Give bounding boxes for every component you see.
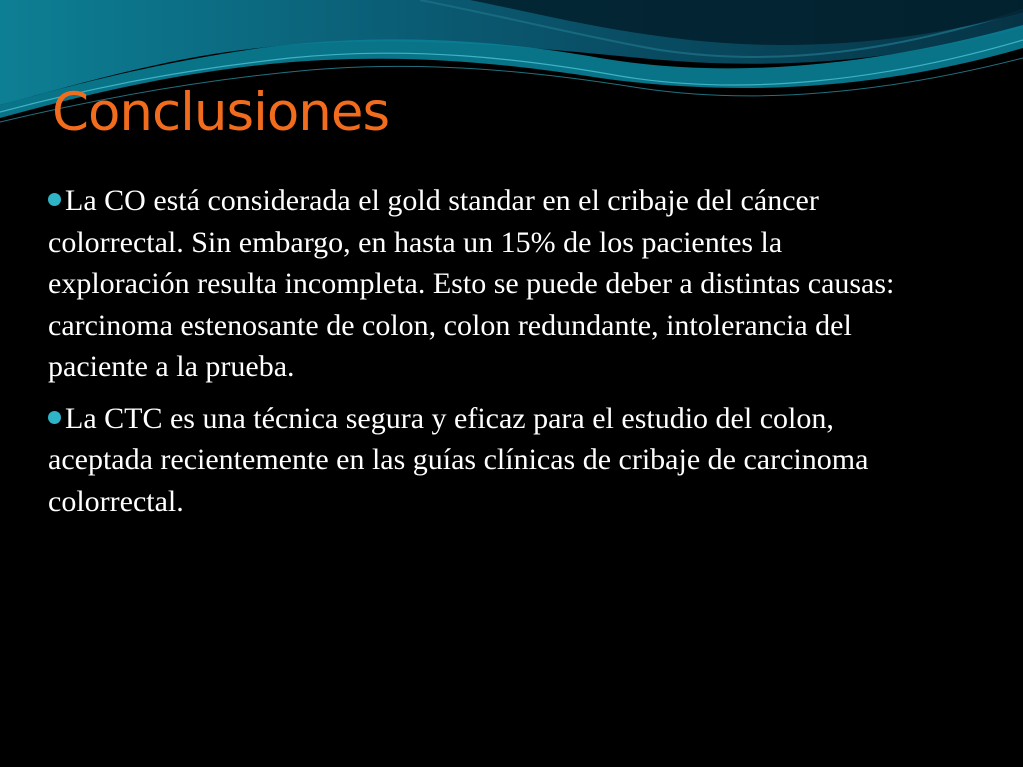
bullet-item [48, 180, 918, 388]
bullet-dot-icon [48, 411, 61, 424]
bullet-text: La CO está considerada el gold standar en el cribaje del cáncer colorrectal. Sin embargo, en hasta un 15% de los pacientes la exploración resulta incompleta. Esto se puede deber a distintas causas: carcinoma estenosante de colon, colon redundante, intolerancia del paciente a la prueba. [48, 184, 895, 383]
slide-title: Conclusiones [52, 82, 390, 143]
bullet-item [48, 398, 918, 523]
bullet-text: La CTC es una técnica segura y eficaz para el estudio del colon, aceptada recientemente en las guías clínicas de cribaje de carcinoma colorrectal. [48, 401, 869, 518]
bullet-list [48, 180, 918, 532]
bullet-dot-icon [48, 193, 61, 206]
